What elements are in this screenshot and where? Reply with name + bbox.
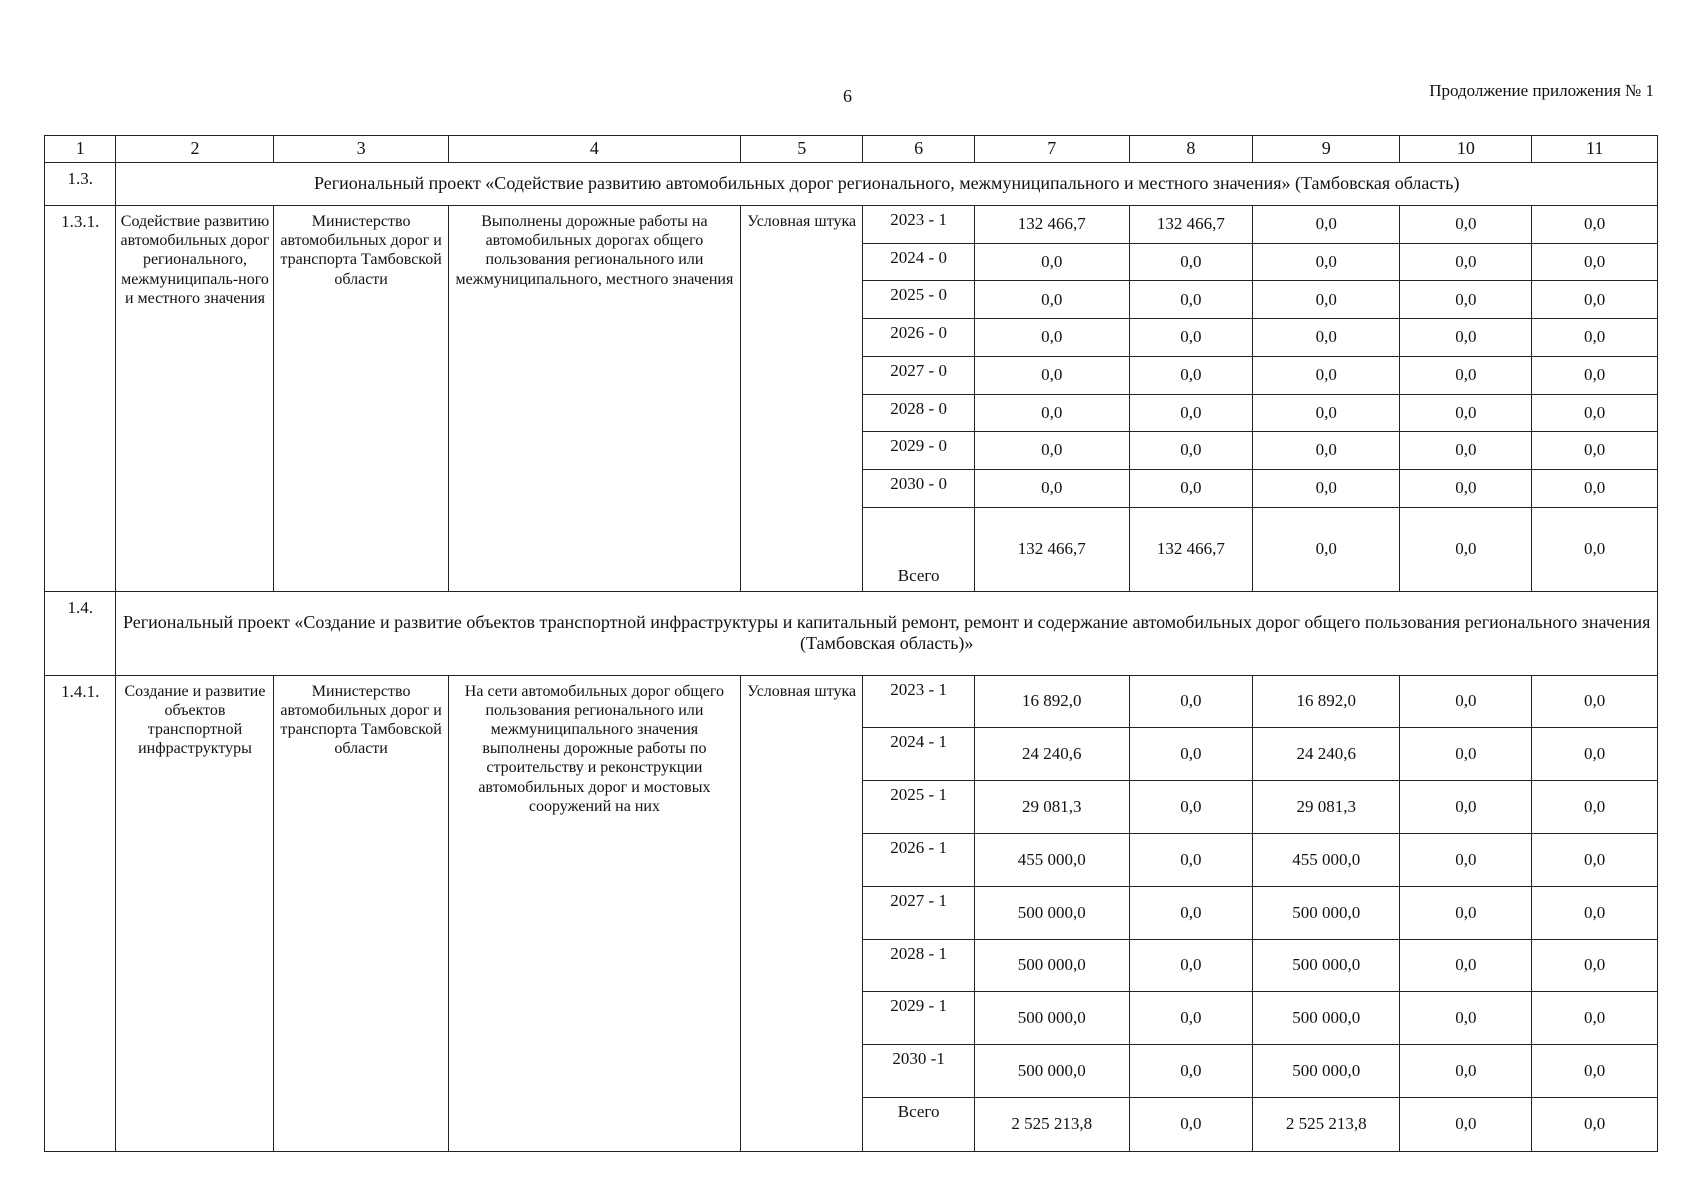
amount-cell-c11: 0,0 xyxy=(1532,728,1658,781)
amount-cell-c8: 0,0 xyxy=(1129,281,1252,319)
amount-cell-c10: 0,0 xyxy=(1400,507,1532,591)
year-value: 2030 -1 xyxy=(863,1045,975,1098)
column-header: 2 xyxy=(116,136,274,163)
amount-cell-c8: 0,0 xyxy=(1129,992,1252,1045)
responsible-executor: Министерство автомобильных дорог и транспорта Тамбовской области xyxy=(274,675,448,1151)
amount-cell-c7: 0,0 xyxy=(974,469,1129,507)
amount-cell-c7: 500 000,0 xyxy=(974,939,1129,992)
year-value: 2024 - 0 xyxy=(863,243,975,281)
amount-cell-c8: 132 466,7 xyxy=(1129,206,1252,244)
amount-cell-c11: 0,0 xyxy=(1532,1097,1658,1151)
amount-cell-c10: 0,0 xyxy=(1400,469,1532,507)
amount-cell-c11: 0,0 xyxy=(1532,1045,1658,1098)
year-value: 2023 - 1 xyxy=(863,206,975,244)
amount-cell-c7: 500 000,0 xyxy=(974,886,1129,939)
amount-cell-c11: 0,0 xyxy=(1532,243,1658,281)
column-header: 10 xyxy=(1400,136,1532,163)
total-label: Всего xyxy=(863,507,975,591)
amount-cell-c10: 0,0 xyxy=(1400,432,1532,470)
column-header: 5 xyxy=(741,136,863,163)
amount-cell-c11: 0,0 xyxy=(1532,675,1658,728)
column-header: 8 xyxy=(1129,136,1252,163)
amount-cell-c7: 500 000,0 xyxy=(974,1045,1129,1098)
amount-cell-c10: 0,0 xyxy=(1400,992,1532,1045)
budget-table xyxy=(44,135,1658,1152)
column-header: 3 xyxy=(274,136,448,163)
section-row xyxy=(45,162,1658,205)
year-value: 2025 - 0 xyxy=(863,281,975,319)
amount-cell-c10: 0,0 xyxy=(1400,243,1532,281)
amount-cell-c10: 0,0 xyxy=(1400,1097,1532,1151)
column-header: 6 xyxy=(863,136,975,163)
section-number: 1.3. xyxy=(45,162,116,205)
amount-cell-c11: 0,0 xyxy=(1532,886,1658,939)
year-value: 2024 - 1 xyxy=(863,728,975,781)
amount-cell-c9: 0,0 xyxy=(1253,394,1400,432)
amount-cell-c11: 0,0 xyxy=(1532,432,1658,470)
amount-cell-c9: 500 000,0 xyxy=(1253,1045,1400,1098)
amount-cell-c10: 0,0 xyxy=(1400,281,1532,319)
amount-cell-c9: 500 000,0 xyxy=(1253,886,1400,939)
amount-cell-c8: 0,0 xyxy=(1129,1045,1252,1098)
amount-cell-c7: 132 466,7 xyxy=(974,206,1129,244)
amount-cell-c8: 0,0 xyxy=(1129,834,1252,887)
amount-cell-c9: 24 240,6 xyxy=(1253,728,1400,781)
year-value: 2029 - 1 xyxy=(863,992,975,1045)
amount-cell-c7: 2 525 213,8 xyxy=(974,1097,1129,1151)
amount-cell-c10: 0,0 xyxy=(1400,394,1532,432)
amount-cell-c10: 0,0 xyxy=(1400,1045,1532,1098)
amount-cell-c9: 29 081,3 xyxy=(1253,781,1400,834)
column-header: 1 xyxy=(45,136,116,163)
year-value: 2025 - 1 xyxy=(863,781,975,834)
item-name: Содействие развитию автомобильных дорог регионального, межмуниципаль-ного и местного значения xyxy=(116,206,274,592)
amount-cell-c11: 0,0 xyxy=(1532,319,1658,357)
amount-cell-c9: 2 525 213,8 xyxy=(1253,1097,1400,1151)
amount-cell-c8: 0,0 xyxy=(1129,939,1252,992)
amount-cell-c11: 0,0 xyxy=(1532,834,1658,887)
expected-result: Выполнены дорожные работы на автомобильных дорогах общего пользования регионального или межмуниципального, местного значения xyxy=(448,206,740,592)
unit-of-measure: Условная штука xyxy=(741,675,863,1151)
column-header-row xyxy=(45,136,1658,163)
amount-cell-c11: 0,0 xyxy=(1532,356,1658,394)
year-value: 2026 - 0 xyxy=(863,319,975,357)
amount-cell-c8: 0,0 xyxy=(1129,469,1252,507)
amount-cell-c8: 132 466,7 xyxy=(1129,507,1252,591)
table-row xyxy=(45,206,1658,244)
amount-cell-c10: 0,0 xyxy=(1400,886,1532,939)
amount-cell-c7: 0,0 xyxy=(974,394,1129,432)
amount-cell-c8: 0,0 xyxy=(1129,728,1252,781)
year-value: 2029 - 0 xyxy=(863,432,975,470)
section-title: Региональный проект «Содействие развитию автомобильных дорог регионального, межмуниципального и местного значения» (Тамбовская область) xyxy=(116,162,1658,205)
amount-cell-c7: 0,0 xyxy=(974,319,1129,357)
amount-cell-c8: 0,0 xyxy=(1129,356,1252,394)
amount-cell-c8: 0,0 xyxy=(1129,675,1252,728)
year-value: 2026 - 1 xyxy=(863,834,975,887)
amount-cell-c7: 132 466,7 xyxy=(974,507,1129,591)
page-number: 6 xyxy=(843,86,852,106)
unit-of-measure: Условная штука xyxy=(741,206,863,592)
amount-cell-c7: 455 000,0 xyxy=(974,834,1129,887)
amount-cell-c7: 0,0 xyxy=(974,281,1129,319)
total-label: Всего xyxy=(863,1097,975,1151)
table-body xyxy=(45,136,1658,1152)
expected-result: На сети автомобильных дорог общего пользования регионального или межмуниципального значения выполнены дорожные работы по строительству и реконструкции автомобильных дорог и мостовых сооружений на них xyxy=(448,675,740,1151)
year-value: 2027 - 1 xyxy=(863,886,975,939)
item-number: 1.3.1. xyxy=(45,206,116,592)
amount-cell-c10: 0,0 xyxy=(1400,356,1532,394)
year-value: 2023 - 1 xyxy=(863,675,975,728)
amount-cell-c10: 0,0 xyxy=(1400,675,1532,728)
amount-cell-c10: 0,0 xyxy=(1400,728,1532,781)
year-value: 2030 - 0 xyxy=(863,469,975,507)
section-title: Региональный проект «Создание и развитие объектов транспортной инфраструктуры и капитальный ремонт, ремонт и содержание автомобильных дорог общего пользования регионального значения (Тамбовская область)» xyxy=(116,591,1658,675)
amount-cell-c8: 0,0 xyxy=(1129,1097,1252,1151)
amount-cell-c7: 0,0 xyxy=(974,243,1129,281)
amount-cell-c11: 0,0 xyxy=(1532,394,1658,432)
amount-cell-c10: 0,0 xyxy=(1400,939,1532,992)
amount-cell-c7: 500 000,0 xyxy=(974,992,1129,1045)
amount-cell-c9: 0,0 xyxy=(1253,206,1400,244)
year-value: 2027 - 0 xyxy=(863,356,975,394)
amount-cell-c8: 0,0 xyxy=(1129,319,1252,357)
column-header: 7 xyxy=(974,136,1129,163)
amount-cell-c10: 0,0 xyxy=(1400,781,1532,834)
amount-cell-c10: 0,0 xyxy=(1400,319,1532,357)
amount-cell-c11: 0,0 xyxy=(1532,281,1658,319)
amount-cell-c7: 0,0 xyxy=(974,356,1129,394)
amount-cell-c7: 29 081,3 xyxy=(974,781,1129,834)
year-value: 2028 - 1 xyxy=(863,939,975,992)
amount-cell-c9: 0,0 xyxy=(1253,469,1400,507)
column-header: 9 xyxy=(1253,136,1400,163)
amount-cell-c11: 0,0 xyxy=(1532,781,1658,834)
column-header: 4 xyxy=(448,136,740,163)
amount-cell-c9: 500 000,0 xyxy=(1253,939,1400,992)
amount-cell-c9: 0,0 xyxy=(1253,356,1400,394)
amount-cell-c8: 0,0 xyxy=(1129,886,1252,939)
amount-cell-c9: 500 000,0 xyxy=(1253,992,1400,1045)
amount-cell-c9: 0,0 xyxy=(1253,243,1400,281)
column-header: 11 xyxy=(1532,136,1658,163)
amount-cell-c10: 0,0 xyxy=(1400,206,1532,244)
amount-cell-c7: 16 892,0 xyxy=(974,675,1129,728)
amount-cell-c11: 0,0 xyxy=(1532,507,1658,591)
amount-cell-c8: 0,0 xyxy=(1129,781,1252,834)
amount-cell-c10: 0,0 xyxy=(1400,834,1532,887)
item-name: Создание и развитие объектов транспортной инфраструктуры xyxy=(116,675,274,1151)
amount-cell-c8: 0,0 xyxy=(1129,432,1252,470)
amount-cell-c9: 0,0 xyxy=(1253,281,1400,319)
item-number: 1.4.1. xyxy=(45,675,116,1151)
amount-cell-c9: 0,0 xyxy=(1253,319,1400,357)
amount-cell-c11: 0,0 xyxy=(1532,206,1658,244)
section-row xyxy=(45,591,1658,675)
amount-cell-c7: 0,0 xyxy=(974,432,1129,470)
amount-cell-c8: 0,0 xyxy=(1129,394,1252,432)
amount-cell-c11: 0,0 xyxy=(1532,469,1658,507)
responsible-executor: Министерство автомобильных дорог и транспорта Тамбовской области xyxy=(274,206,448,592)
amount-cell-c8: 0,0 xyxy=(1129,243,1252,281)
appendix-continuation-note: Продолжение приложения № 1 xyxy=(1429,81,1654,100)
amount-cell-c9: 0,0 xyxy=(1253,507,1400,591)
amount-cell-c9: 455 000,0 xyxy=(1253,834,1400,887)
amount-cell-c11: 0,0 xyxy=(1532,992,1658,1045)
section-number: 1.4. xyxy=(45,591,116,675)
amount-cell-c7: 24 240,6 xyxy=(974,728,1129,781)
amount-cell-c9: 0,0 xyxy=(1253,432,1400,470)
table-row xyxy=(45,675,1658,728)
amount-cell-c9: 16 892,0 xyxy=(1253,675,1400,728)
amount-cell-c11: 0,0 xyxy=(1532,939,1658,992)
year-value: 2028 - 0 xyxy=(863,394,975,432)
